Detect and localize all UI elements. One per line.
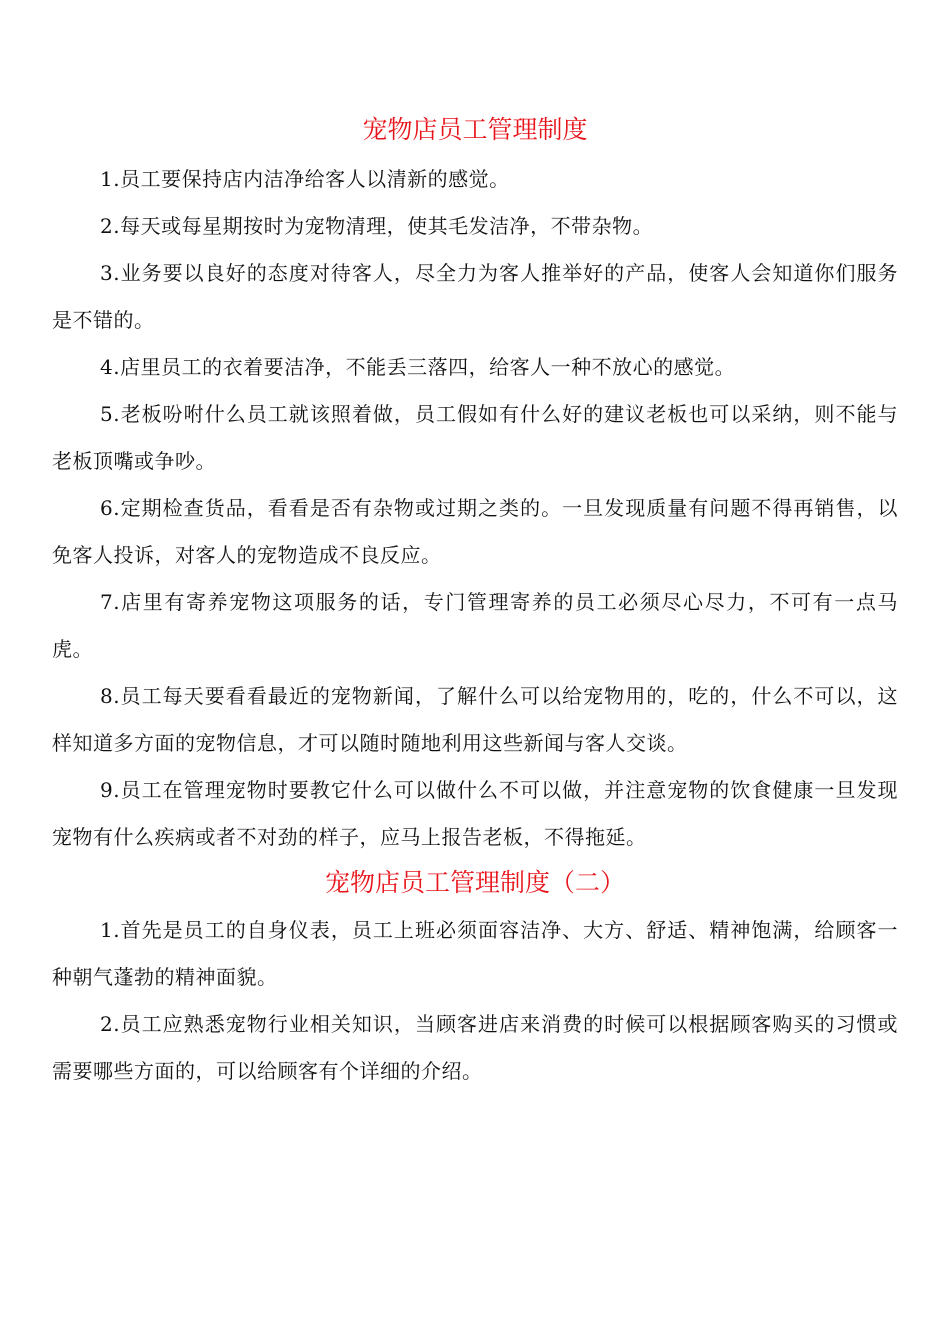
document-title: 宠物店员工管理制度 — [362, 115, 588, 144]
rule-item: 7.店里有寄养宠物这项服务的话，专门管理寄养的员工必须尽心尽力，不可有一点马虎。 — [52, 590, 898, 661]
rule-item: 6.定期检查货品，看看是否有杂物或过期之类的。一旦发现质量有问题不得再销售，以免客人投诉，对客人的宠物造成不良反应。 — [52, 496, 898, 567]
rule-item: 2.每天或每星期按时为宠物清理，使其毛发洁净，不带杂物。 — [100, 214, 654, 238]
rule-item: 3.业务要以良好的态度对待客人，尽全力为客人推举好的产品，使客人会知道你们服务是不错的。 — [52, 261, 898, 332]
rules-list-2 — [52, 907, 898, 1095]
rule-item: 2.员工应熟悉宠物行业相关知识，当顾客进店来消费的时候可以根据顾客购买的习惯或需要哪些方面的，可以给顾客有个详细的介绍。 — [52, 1012, 898, 1083]
rule-item: 4.店里员工的衣着要洁净，不能丢三落四，给客人一种不放心的感觉。 — [100, 355, 736, 379]
document-page — [52, 108, 898, 1095]
rules-list-1 — [52, 156, 898, 861]
section-title-2: 宠物店员工管理制度（二） — [324, 868, 625, 897]
rule-item: 5.老板吩咐什么员工就该照着做，员工假如有什么好的建议老板也可以采纳，则不能与老板顶嘴或争吵。 — [52, 402, 898, 473]
rule-item: 1.员工要保持店内洁净给客人以清新的感觉。 — [100, 167, 510, 191]
rule-item: 1.首先是员工的自身仪表，员工上班必须面容洁净、大方、舒适、精神饱满，给顾客一种朝气蓬勃的精神面貌。 — [52, 918, 898, 989]
rule-item: 9.员工在管理宠物时要教它什么可以做什么不可以做，并注意宠物的饮食健康一旦发现宠物有什么疾病或者不对劲的样子，应马上报告老板，不得拖延。 — [52, 778, 898, 849]
rule-item: 8.员工每天要看看最近的宠物新闻，了解什么可以给宠物用的，吃的，什么不可以，这样知道多方面的宠物信息，才可以随时随地利用这些新闻与客人交谈。 — [52, 684, 898, 755]
